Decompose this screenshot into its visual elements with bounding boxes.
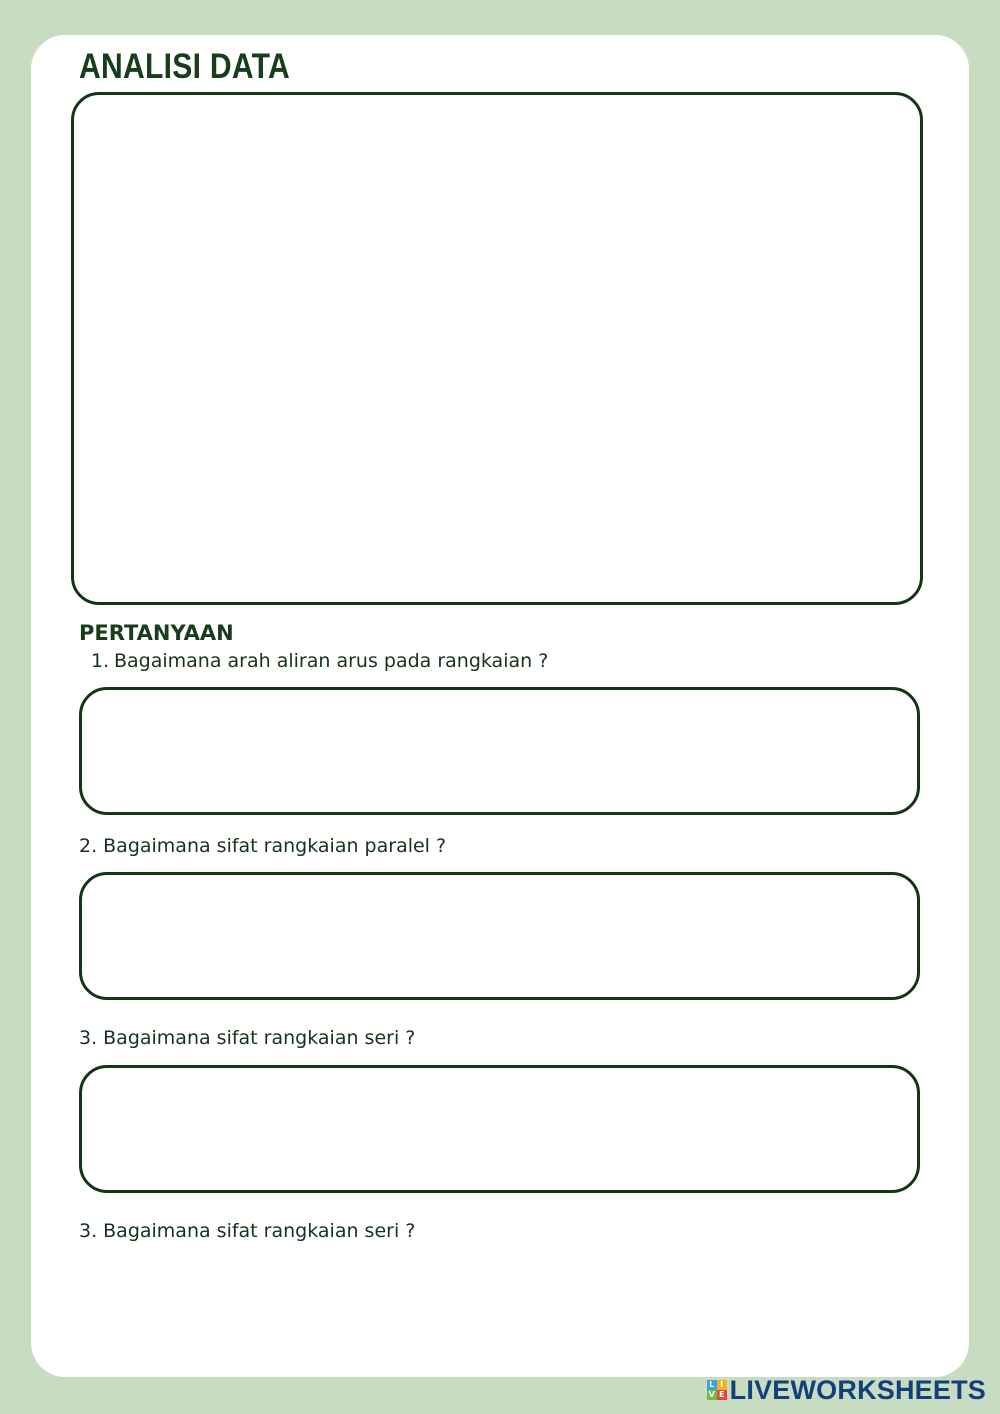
question-1: [91, 648, 548, 674]
answer-box-1[interactable]: [79, 687, 920, 815]
section-heading: PERTANYAAN: [79, 621, 234, 645]
brand-name: LIVEWORKSHEETS: [729, 1375, 986, 1405]
liveworksheets-brand[interactable]: [707, 1376, 986, 1404]
question-text: Bagaimana sifat rangkaian paralel ?: [103, 835, 447, 857]
question-4: [79, 1218, 415, 1244]
answer-box-2[interactable]: [79, 872, 920, 1000]
question-number: 3.: [79, 1220, 98, 1242]
logo-letter: L: [707, 1380, 717, 1390]
question-2: [79, 833, 446, 859]
question-3: [79, 1025, 415, 1051]
question-text: Bagaimana arah aliran arus pada rangkaian ?: [114, 650, 549, 672]
logo-letter: E: [717, 1390, 727, 1400]
logo-letter: I: [717, 1380, 727, 1390]
question-text: Bagaimana sifat rangkaian seri ?: [103, 1220, 416, 1242]
page-title: ANALISI DATA: [79, 47, 290, 86]
logo-letter: V: [708, 1390, 715, 1399]
liveworksheets-logo-icon: [707, 1380, 727, 1400]
question-text: Bagaimana sifat rangkaian seri ?: [103, 1027, 416, 1049]
answer-box-3[interactable]: [79, 1065, 920, 1193]
worksheet-sheet: [31, 35, 969, 1377]
data-analysis-box[interactable]: [71, 92, 923, 605]
question-number: 3.: [79, 1027, 98, 1049]
question-number: 2.: [79, 835, 98, 857]
question-number: 1.: [91, 650, 110, 672]
